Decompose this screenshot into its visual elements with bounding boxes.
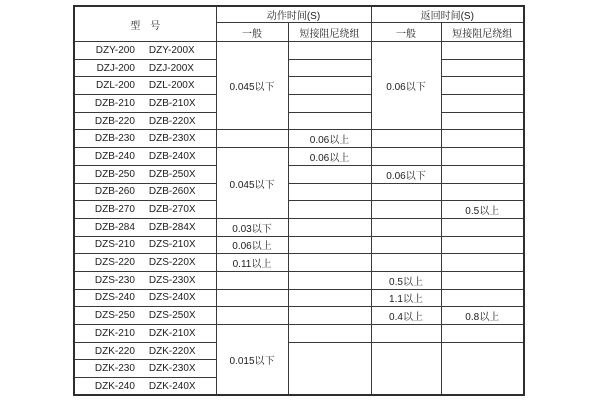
- cell-return-short-damping: [441, 236, 524, 254]
- cell-model: [74, 130, 216, 148]
- cell-return-general: [371, 236, 441, 254]
- cell-model: [74, 236, 216, 254]
- model-name: DZB-230X: [148, 133, 196, 145]
- model-name: DZS-230: [94, 274, 135, 286]
- model-name: DZB-220X: [148, 115, 196, 127]
- cell-action-short-damping: [288, 342, 371, 395]
- cell-action-short-damping: [288, 42, 371, 60]
- table-row: [74, 218, 524, 236]
- table-row: [74, 183, 524, 201]
- cell-return-general: [371, 148, 441, 166]
- model-name: DZB-270X: [148, 204, 196, 216]
- cell-action-short-damping: [288, 307, 371, 325]
- cell-action-general: 0.03以下: [216, 218, 288, 236]
- model-pair: [75, 222, 216, 233]
- model-name: DZS-240X: [148, 292, 196, 304]
- table-row: [74, 201, 524, 219]
- model-name: DZS-210X: [148, 239, 196, 251]
- table-row: [74, 271, 524, 289]
- model-name: DZB-260: [94, 186, 135, 198]
- cell-action-short-damping: [288, 59, 371, 77]
- cell-return-short-damping: [441, 254, 524, 272]
- cell-return-short-damping: 0.8以上: [441, 307, 524, 325]
- table-row: [74, 342, 524, 360]
- cell-return-general: 1.1以上: [371, 289, 441, 307]
- model-pair: [75, 257, 216, 268]
- model-pair: [75, 310, 216, 321]
- cell-model: [74, 95, 216, 113]
- model-name: DZS-250: [94, 310, 135, 322]
- model-name: DZB-284X: [148, 221, 196, 233]
- header-action-time: 动作时间(S): [216, 6, 371, 23]
- spec-table-header: [74, 6, 524, 42]
- cell-action-short-damping: [288, 95, 371, 113]
- cell-model: [74, 325, 216, 343]
- spec-table: [73, 5, 525, 396]
- cell-action-general: [216, 307, 288, 325]
- cell-return-general: [371, 201, 441, 219]
- model-name: DZS-210: [94, 239, 135, 251]
- cell-action-short-damping: [288, 254, 371, 272]
- cell-model: [74, 254, 216, 272]
- model-name: DZB-284: [94, 221, 135, 233]
- model-name: DZB-240X: [148, 150, 196, 162]
- cell-action-short-damping: [288, 289, 371, 307]
- model-name: DZB-250X: [148, 168, 196, 180]
- model-name: DZY-200: [95, 44, 135, 56]
- cell-return-short-damping: [441, 325, 524, 343]
- cell-model: [74, 342, 216, 360]
- table-row: [74, 254, 524, 272]
- cell-model: [74, 271, 216, 289]
- cell-action-general: [216, 289, 288, 307]
- model-name: DZJ-200X: [148, 62, 194, 74]
- cell-return-general: 0.4以上: [371, 307, 441, 325]
- cell-return-short-damping: [441, 289, 524, 307]
- model-pair: [75, 186, 216, 197]
- table-row: [74, 307, 524, 325]
- cell-action-short-damping: [288, 236, 371, 254]
- cell-return-short-damping: [441, 148, 524, 166]
- cell-action-short-damping: [288, 325, 371, 343]
- model-name: DZK-230X: [148, 363, 196, 375]
- cell-return-general: 0.06以下: [371, 42, 441, 130]
- model-name: DZB-220: [94, 115, 135, 127]
- model-name: DZK-220X: [148, 345, 196, 357]
- model-name: DZK-210: [94, 327, 135, 339]
- model-pair: [75, 381, 216, 392]
- cell-model: [74, 307, 216, 325]
- model-name: DZK-240X: [148, 380, 196, 392]
- model-pair: [75, 292, 216, 303]
- cell-return-short-damping: [441, 130, 524, 148]
- cell-model: [74, 112, 216, 130]
- cell-return-short-damping: [441, 77, 524, 95]
- cell-action-short-damping: [288, 201, 371, 219]
- model-name: DZB-240: [94, 150, 135, 162]
- table-row: [74, 42, 524, 60]
- cell-action-general: [216, 130, 288, 148]
- cell-action-general: [216, 271, 288, 289]
- cell-model: [74, 378, 216, 396]
- cell-action-short-damping: [288, 183, 371, 201]
- cell-action-short-damping: [288, 218, 371, 236]
- cell-return-general: 0.5以上: [371, 271, 441, 289]
- model-pair: [75, 45, 216, 56]
- cell-action-short-damping: 0.06以上: [288, 148, 371, 166]
- cell-return-general: [371, 130, 441, 148]
- table-row: [74, 289, 524, 307]
- model-name: DZS-250X: [148, 310, 196, 322]
- cell-return-general: [371, 325, 441, 343]
- cell-return-short-damping: [441, 59, 524, 77]
- cell-action-short-damping: [288, 112, 371, 130]
- model-pair: [75, 239, 216, 250]
- cell-action-short-damping: [288, 271, 371, 289]
- cell-return-short-damping: [441, 218, 524, 236]
- model-name: DZB-210X: [148, 97, 196, 109]
- cell-action-general: 0.11以上: [216, 254, 288, 272]
- cell-return-short-damping: [441, 165, 524, 183]
- model-name: DZB-250: [94, 168, 135, 180]
- table-row: [74, 325, 524, 343]
- cell-action-short-damping: 0.06以上: [288, 130, 371, 148]
- table-row: [74, 148, 524, 166]
- cell-return-short-damping: [441, 342, 524, 395]
- cell-return-short-damping: [441, 95, 524, 113]
- cell-model: [74, 77, 216, 95]
- cell-model: [74, 218, 216, 236]
- model-name: DZS-220X: [148, 257, 196, 269]
- cell-return-short-damping: [441, 271, 524, 289]
- model-name: DZK-210X: [148, 327, 196, 339]
- model-pair: [75, 98, 216, 109]
- model-name: DZS-220: [94, 257, 135, 269]
- model-name: DZY-200X: [148, 44, 195, 56]
- model-pair: [75, 63, 216, 74]
- table-row: [74, 165, 524, 183]
- model-name: DZB-260X: [148, 186, 196, 198]
- cell-model: [74, 201, 216, 219]
- model-pair: [75, 346, 216, 357]
- table-row: [74, 77, 524, 95]
- cell-action-general: 0.015以下: [216, 325, 288, 396]
- cell-return-general: [371, 254, 441, 272]
- cell-return-general: [371, 218, 441, 236]
- model-name: DZS-230X: [148, 274, 196, 286]
- header-return-short-damping: 短接阻尼绕组: [441, 23, 524, 42]
- model-pair: [75, 116, 216, 127]
- cell-action-general: 0.045以下: [216, 42, 288, 130]
- cell-return-short-damping: [441, 183, 524, 201]
- cell-model: [74, 289, 216, 307]
- model-name: DZS-240: [94, 292, 135, 304]
- model-pair: [75, 80, 216, 91]
- cell-model: [74, 59, 216, 77]
- table-row: [74, 236, 524, 254]
- table-row: [74, 59, 524, 77]
- cell-return-short-damping: [441, 42, 524, 60]
- table-row: [74, 130, 524, 148]
- cell-action-short-damping: [288, 77, 371, 95]
- header-return-time: 返回时间(S): [371, 6, 524, 23]
- table-row: [74, 95, 524, 113]
- cell-model: [74, 165, 216, 183]
- model-name: DZB-210: [94, 97, 135, 109]
- model-name: DZB-230: [94, 133, 135, 145]
- cell-model: [74, 148, 216, 166]
- table-row: [74, 112, 524, 130]
- cell-model: [74, 360, 216, 378]
- model-name: DZK-240: [94, 380, 135, 392]
- model-name: DZL-200: [96, 80, 135, 92]
- spec-table-body: [74, 42, 524, 396]
- cell-return-general: 0.06以下: [371, 165, 441, 183]
- cell-action-general: 0.06以上: [216, 236, 288, 254]
- cell-return-general: [371, 183, 441, 201]
- model-pair: [75, 133, 216, 144]
- cell-model: [74, 183, 216, 201]
- model-pair: [75, 169, 216, 180]
- model-pair: [75, 204, 216, 215]
- model-name: DZL-200X: [148, 80, 195, 92]
- cell-return-short-damping: [441, 112, 524, 130]
- header-return-general: 一般: [371, 23, 441, 42]
- cell-action-short-damping: [288, 165, 371, 183]
- header-model: 型 号: [74, 6, 216, 42]
- cell-return-short-damping: 0.5以上: [441, 201, 524, 219]
- header-action-short-damping: 短接阻尼绕组: [288, 23, 371, 42]
- model-name: DZB-270: [94, 204, 135, 216]
- model-pair: [75, 363, 216, 374]
- model-pair: [75, 328, 216, 339]
- header-action-general: 一般: [216, 23, 288, 42]
- model-pair: [75, 151, 216, 162]
- model-name: DZJ-200: [96, 62, 135, 74]
- cell-return-general: [371, 342, 441, 395]
- cell-model: [74, 42, 216, 60]
- model-name: DZK-230: [94, 363, 135, 375]
- cell-action-general: 0.045以下: [216, 148, 288, 219]
- header-row-groups: [74, 6, 524, 23]
- model-pair: [75, 275, 216, 286]
- model-name: DZK-220: [94, 345, 135, 357]
